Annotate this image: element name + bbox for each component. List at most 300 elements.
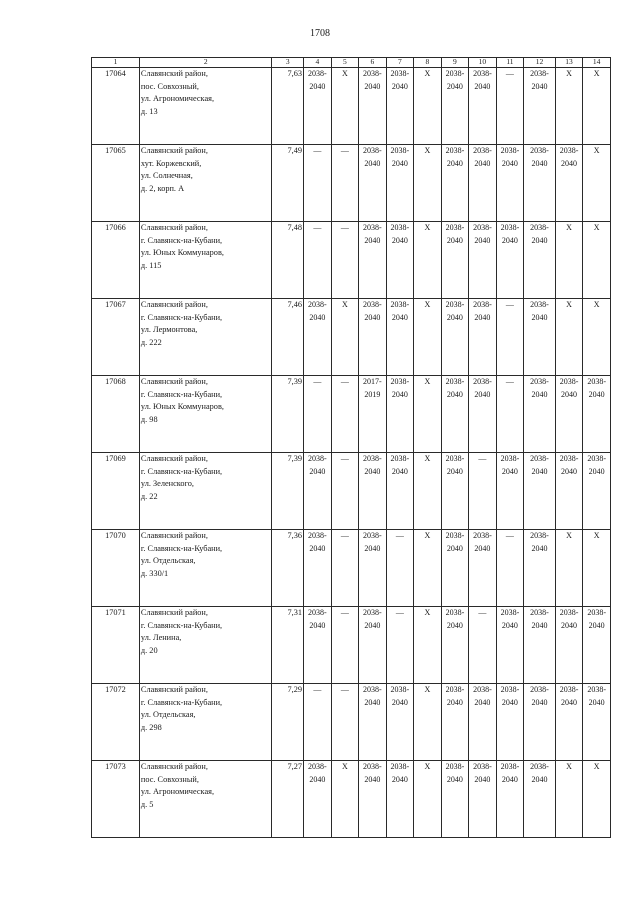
period-text: —: [478, 454, 487, 463]
period-text: 2038-: [445, 685, 465, 694]
address-cell: [139, 607, 272, 684]
period-text: 2038-: [445, 377, 465, 386]
address-line: пос. Совхозный,: [140, 774, 199, 784]
period-cell: [304, 222, 332, 299]
period-text: 2040: [391, 774, 408, 784]
period-cell: [524, 376, 556, 453]
period-cell: [583, 453, 611, 530]
period-cell: [359, 684, 387, 761]
period-cell: [441, 68, 469, 145]
period-text: 2040: [531, 697, 548, 707]
period-text: 2040: [531, 543, 548, 553]
period-text: 2040: [474, 81, 491, 91]
period-text: 2038-: [390, 377, 410, 386]
period-text: 2040: [561, 158, 578, 168]
period-text: 2038-: [307, 531, 327, 540]
period-cell: [583, 684, 611, 761]
period-cell: [359, 530, 387, 607]
address-line: Славянский район,: [140, 454, 208, 463]
period-text: 2038-: [530, 300, 549, 309]
address-line: ул. Отдельская,: [140, 710, 196, 719]
period-text: 2038-: [363, 454, 382, 463]
period-cell: [414, 684, 442, 761]
period-text: 2040: [391, 81, 408, 91]
period-text: X: [424, 377, 431, 386]
period-cell: [441, 222, 469, 299]
period-cell: [304, 530, 332, 607]
address-line: д. 298: [140, 722, 162, 732]
period-text: 2040: [391, 312, 408, 322]
period-cell: [386, 607, 414, 684]
period-cell: [524, 530, 556, 607]
period-cell: [386, 376, 414, 453]
period-text: —: [340, 685, 349, 694]
period-cell: [331, 299, 359, 376]
period-text: 2040: [531, 235, 548, 245]
record-number: 17067: [92, 299, 140, 376]
period-text: 2040: [446, 466, 463, 476]
column-number-header: 8: [414, 58, 442, 68]
period-text: 2040: [446, 81, 463, 91]
period-text: 2038-: [307, 454, 327, 463]
period-cell: [555, 299, 583, 376]
period-text: 2040: [531, 620, 548, 630]
period-text: X: [424, 223, 431, 232]
value-cell: 7,36: [272, 530, 304, 607]
column-number-header: 5: [331, 58, 359, 68]
period-cell: [304, 607, 332, 684]
period-text: X: [566, 762, 572, 771]
period-text: 2038-: [473, 300, 492, 309]
period-cell: [331, 530, 359, 607]
period-text: 2040: [391, 697, 408, 707]
column-number-header: 13: [555, 58, 583, 68]
period-cell: [304, 299, 332, 376]
period-text: 2038-: [363, 146, 382, 155]
address-cell: [139, 299, 272, 376]
period-text: 2038-: [530, 377, 549, 386]
period-cell: [555, 761, 583, 838]
period-text: 2038-: [559, 685, 579, 694]
value-cell: 7,46: [272, 299, 304, 376]
period-text: X: [424, 454, 431, 463]
period-text: 2038-: [363, 685, 382, 694]
address-cell: [139, 222, 272, 299]
period-text: X: [341, 762, 348, 771]
period-text: 2038-: [530, 531, 549, 540]
period-cell: [304, 145, 332, 222]
period-text: 2038-: [445, 762, 465, 771]
period-text: 2038-: [445, 608, 465, 617]
table-row: [92, 222, 611, 299]
period-text: X: [593, 531, 600, 540]
period-text: 2038-: [445, 146, 465, 155]
period-cell: [583, 761, 611, 838]
period-text: 2040: [501, 774, 518, 784]
column-number-header: 3: [272, 58, 304, 68]
table-row: [92, 607, 611, 684]
period-text: 2040: [561, 466, 578, 476]
period-text: —: [505, 300, 514, 309]
period-text: 2038-: [587, 608, 606, 617]
period-text: 2038-: [559, 377, 579, 386]
period-cell: [469, 761, 497, 838]
address-line: г. Славянск-на-Кубани,: [140, 312, 223, 322]
period-cell: [583, 145, 611, 222]
address-line: д. 5: [140, 799, 154, 809]
address-line: Славянский район,: [140, 762, 208, 771]
period-text: 2040: [309, 620, 326, 630]
period-text: 2040: [309, 312, 326, 322]
period-cell: [386, 222, 414, 299]
period-text: —: [313, 685, 322, 694]
period-cell: [555, 530, 583, 607]
period-cell: [583, 222, 611, 299]
address-line: ул. Солнечная,: [140, 171, 193, 180]
period-text: 2038-: [390, 762, 410, 771]
address-line: г. Славянск-на-Кубани,: [140, 235, 223, 245]
period-cell: [555, 684, 583, 761]
period-text: 2040: [364, 158, 381, 168]
period-text: 2040: [391, 389, 408, 399]
record-number: 17065: [92, 145, 140, 222]
value-cell: 7,63: [272, 68, 304, 145]
period-text: X: [424, 300, 431, 309]
period-text: 2038-: [445, 69, 465, 78]
period-text: X: [341, 69, 348, 78]
address-line: Славянский район,: [140, 377, 208, 386]
period-text: 2040: [364, 620, 381, 630]
address-line: пос. Совхозный,: [140, 81, 199, 91]
period-text: 2040: [446, 697, 463, 707]
period-cell: [441, 453, 469, 530]
period-cell: [524, 684, 556, 761]
address-line: хут. Коржевский,: [140, 158, 202, 168]
period-cell: [496, 68, 524, 145]
period-text: 2040: [474, 774, 491, 784]
period-text: X: [593, 300, 600, 309]
address-line: Славянский район,: [140, 223, 208, 232]
period-text: 2038-: [500, 223, 520, 232]
period-text: 2038-: [530, 762, 549, 771]
period-cell: [469, 453, 497, 530]
period-text: 2038-: [530, 69, 549, 78]
period-text: X: [566, 531, 572, 540]
period-cell: [524, 453, 556, 530]
period-cell: [386, 299, 414, 376]
period-text: X: [424, 146, 431, 155]
period-text: X: [341, 300, 348, 309]
period-cell: [469, 299, 497, 376]
period-cell: [414, 376, 442, 453]
address-line: Славянский район,: [140, 300, 208, 309]
period-text: 2040: [474, 389, 491, 399]
period-text: 2040: [501, 235, 518, 245]
period-cell: [524, 222, 556, 299]
period-text: 2040: [531, 158, 548, 168]
period-text: 2040: [588, 697, 605, 707]
period-text: 2038-: [390, 69, 410, 78]
period-text: 2040: [474, 235, 491, 245]
period-text: —: [313, 223, 322, 232]
address-cell: [139, 68, 272, 145]
period-text: 2038-: [559, 608, 579, 617]
period-cell: [304, 68, 332, 145]
period-text: X: [593, 146, 600, 155]
address-line: Славянский район,: [140, 146, 208, 155]
period-text: 2040: [501, 697, 518, 707]
record-number: 17068: [92, 376, 140, 453]
period-text: —: [505, 377, 514, 386]
period-text: 2038-: [445, 531, 465, 540]
period-text: 2040: [501, 466, 518, 476]
period-text: 2040: [309, 81, 326, 91]
period-text: 2038-: [390, 454, 410, 463]
record-number: 17066: [92, 222, 140, 299]
address-line: ул. Юных Коммунаров,: [140, 248, 224, 257]
period-text: 2038-: [307, 69, 327, 78]
period-cell: [583, 376, 611, 453]
period-cell: [496, 607, 524, 684]
period-text: 2040: [391, 235, 408, 245]
period-text: 2038-: [500, 454, 520, 463]
address-line: ул. Ленина,: [140, 633, 182, 642]
period-text: 2038-: [500, 146, 520, 155]
period-text: 2038-: [363, 223, 382, 232]
period-cell: [359, 453, 387, 530]
period-cell: [304, 684, 332, 761]
page-number: 1708: [310, 28, 330, 39]
period-cell: [441, 299, 469, 376]
period-cell: [555, 68, 583, 145]
period-text: 2040: [309, 543, 326, 553]
period-cell: [583, 607, 611, 684]
period-text: 2038-: [390, 685, 410, 694]
period-text: 2040: [531, 774, 548, 784]
period-cell: [496, 761, 524, 838]
address-line: д. 22: [140, 491, 158, 501]
address-line: д. 330/1: [140, 568, 169, 578]
period-text: —: [313, 146, 322, 155]
address-cell: [139, 684, 272, 761]
column-number-header: 10: [469, 58, 497, 68]
period-cell: [469, 222, 497, 299]
period-text: X: [593, 762, 600, 771]
address-line: г. Славянск-на-Кубани,: [140, 620, 223, 630]
record-number: 17070: [92, 530, 140, 607]
period-cell: [386, 684, 414, 761]
period-cell: [331, 453, 359, 530]
period-text: 2038-: [307, 762, 327, 771]
period-text: 2040: [474, 543, 491, 553]
period-text: —: [395, 608, 404, 617]
period-text: 2040: [364, 312, 381, 322]
period-text: —: [340, 146, 349, 155]
value-cell: 7,48: [272, 222, 304, 299]
address-line: г. Славянск-на-Кубани,: [140, 697, 223, 707]
period-text: 2038-: [587, 377, 606, 386]
period-cell: [441, 530, 469, 607]
period-text: 2038-: [390, 223, 410, 232]
period-cell: [524, 607, 556, 684]
period-cell: [555, 222, 583, 299]
period-text: 2040: [446, 543, 463, 553]
period-text: X: [424, 685, 431, 694]
period-text: —: [395, 531, 404, 540]
period-text: —: [340, 454, 349, 463]
period-text: 2040: [561, 697, 578, 707]
period-text: 2040: [531, 81, 548, 91]
period-text: X: [566, 300, 572, 309]
period-text: 2040: [588, 466, 605, 476]
address-line: ул. Агрономическая,: [140, 787, 215, 796]
period-text: X: [566, 69, 572, 78]
period-text: —: [505, 531, 514, 540]
period-cell: [359, 145, 387, 222]
address-cell: [139, 761, 272, 838]
table-row: [92, 530, 611, 607]
period-text: 2038-: [530, 685, 549, 694]
period-text: —: [340, 377, 349, 386]
period-text: 2040: [309, 466, 326, 476]
period-text: X: [424, 608, 431, 617]
period-cell: [441, 684, 469, 761]
period-text: 2038-: [363, 531, 382, 540]
period-cell: [583, 530, 611, 607]
period-text: —: [478, 608, 487, 617]
period-text: 2038-: [530, 146, 549, 155]
period-cell: [469, 607, 497, 684]
address-line: Славянский район,: [140, 608, 208, 617]
period-cell: [304, 376, 332, 453]
period-cell: [496, 145, 524, 222]
table-row: [92, 68, 611, 145]
period-text: 2038-: [473, 146, 492, 155]
period-text: X: [566, 223, 572, 232]
period-text: —: [313, 377, 322, 386]
period-cell: [359, 68, 387, 145]
address-cell: [139, 145, 272, 222]
period-cell: [441, 607, 469, 684]
period-cell: [304, 761, 332, 838]
period-text: 2038-: [473, 531, 492, 540]
period-text: 2038-: [473, 69, 492, 78]
period-text: 2038-: [363, 608, 382, 617]
column-number-header: 12: [524, 58, 556, 68]
period-text: 2038-: [473, 762, 492, 771]
period-text: 2040: [474, 697, 491, 707]
table-row: [92, 145, 611, 222]
period-text: 2040: [446, 389, 463, 399]
period-text: 2040: [446, 235, 463, 245]
column-number-header: 2: [139, 58, 272, 68]
record-number: 17072: [92, 684, 140, 761]
period-text: —: [340, 608, 349, 617]
period-text: 2038-: [390, 146, 410, 155]
period-cell: [386, 761, 414, 838]
period-text: 2040: [364, 466, 381, 476]
period-text: —: [505, 69, 514, 78]
column-number-header: 9: [441, 58, 469, 68]
value-cell: 7,31: [272, 607, 304, 684]
period-text: 2038-: [559, 454, 579, 463]
period-text: 2038-: [500, 762, 520, 771]
period-cell: [386, 453, 414, 530]
period-text: 2038-: [473, 223, 492, 232]
address-cell: [139, 530, 272, 607]
period-cell: [555, 607, 583, 684]
period-text: —: [340, 531, 349, 540]
address-line: ул. Лермонтова,: [140, 325, 198, 334]
period-cell: [331, 68, 359, 145]
period-text: 2038-: [587, 454, 606, 463]
address-cell: [139, 453, 272, 530]
address-line: д. 115: [140, 260, 162, 270]
period-cell: [496, 222, 524, 299]
period-cell: [524, 145, 556, 222]
table-row: [92, 453, 611, 530]
period-text: 2040: [446, 620, 463, 630]
period-text: X: [593, 69, 600, 78]
period-cell: [331, 145, 359, 222]
period-cell: [331, 607, 359, 684]
period-cell: [496, 453, 524, 530]
period-text: 2040: [364, 81, 381, 91]
period-text: 2038-: [445, 454, 465, 463]
period-cell: [524, 299, 556, 376]
period-cell: [469, 376, 497, 453]
value-cell: 7,29: [272, 684, 304, 761]
register-table: [91, 57, 611, 838]
period-text: 2038-: [530, 608, 549, 617]
period-text: 2038-: [500, 608, 520, 617]
value-cell: 7,49: [272, 145, 304, 222]
period-text: 2038-: [559, 146, 579, 155]
address-line: д. 98: [140, 414, 158, 424]
period-cell: [469, 68, 497, 145]
period-cell: [555, 376, 583, 453]
address-line: д. 2, корп. А: [140, 183, 185, 193]
address-line: г. Славянск-на-Кубани,: [140, 466, 223, 476]
table-row: [92, 299, 611, 376]
period-cell: [555, 145, 583, 222]
period-text: 2040: [391, 158, 408, 168]
period-cell: [359, 607, 387, 684]
period-text: 2040: [474, 158, 491, 168]
period-text: X: [424, 762, 431, 771]
period-cell: [496, 376, 524, 453]
period-cell: [359, 299, 387, 376]
table-row: [92, 684, 611, 761]
period-text: X: [424, 69, 431, 78]
period-text: 2038-: [363, 69, 382, 78]
period-cell: [359, 222, 387, 299]
period-text: 2038-: [390, 300, 410, 309]
period-text: 2040: [364, 774, 381, 784]
column-number-header: 11: [496, 58, 524, 68]
period-cell: [386, 145, 414, 222]
period-text: 2040: [588, 389, 605, 399]
period-cell: [304, 453, 332, 530]
period-cell: [359, 761, 387, 838]
period-text: 2040: [364, 543, 381, 553]
period-text: X: [593, 223, 600, 232]
period-text: 2038-: [445, 223, 465, 232]
address-line: г. Славянск-на-Кубани,: [140, 389, 223, 399]
period-text: 2038-: [307, 608, 327, 617]
period-cell: [414, 222, 442, 299]
period-cell: [583, 299, 611, 376]
